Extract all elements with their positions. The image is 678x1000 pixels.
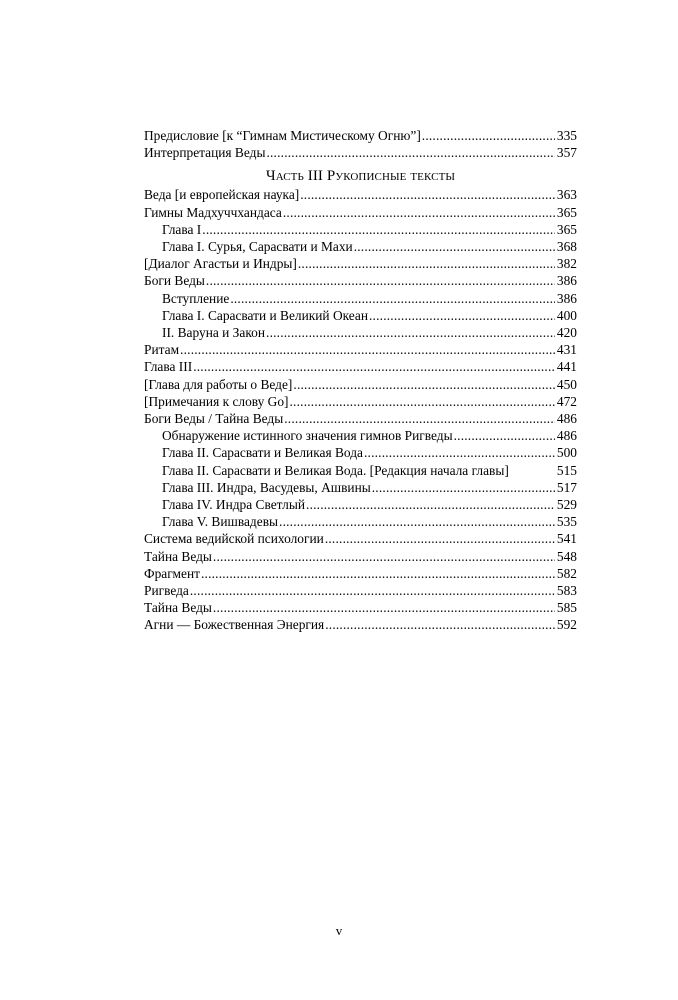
toc-leader-dots [202, 221, 555, 238]
toc-entry-title: Интерпретация Веды [144, 145, 266, 161]
toc-entry-page: 582 [556, 565, 577, 581]
toc-leader-dots [230, 290, 555, 307]
toc-leader-dots [180, 341, 555, 358]
toc-leader-dots [193, 358, 555, 375]
toc-entry-title: Тайна Веды [144, 600, 212, 616]
toc-entry[interactable] [144, 496, 577, 513]
toc-entry-title: Глава II. Сарасвати и Великая Вода [162, 445, 363, 461]
toc-entry-page: 400 [556, 307, 577, 323]
toc-entry-title: Агни — Божественная Энергия [144, 617, 325, 633]
part-heading-text: Часть III Рукописные тексты [265, 168, 456, 185]
toc-entry[interactable] [144, 204, 577, 221]
toc-entry[interactable] [144, 144, 577, 161]
toc-entry[interactable] [144, 221, 577, 238]
toc-entry-page: 515 [556, 462, 577, 478]
toc-leader-dots [298, 255, 555, 272]
toc-leader-dots [306, 496, 555, 513]
toc-entry[interactable] [144, 358, 577, 375]
toc-leader-dots [325, 530, 555, 547]
toc-entry-page: 548 [556, 548, 577, 564]
toc-entry[interactable] [144, 599, 577, 616]
toc-entry-title: Предисловие [к “Гимнам Мистическому Огню”] [144, 128, 421, 143]
toc-leader-dots [206, 272, 555, 289]
toc-entry-title: Боги Веды [144, 273, 205, 289]
toc-leader-dots [372, 479, 555, 496]
toc-entry-title: Глава V. Вишвадевы [162, 514, 279, 530]
toc-leader-dots [354, 238, 555, 255]
toc-entry-page: 472 [556, 393, 577, 409]
toc-leader-dots [422, 127, 555, 144]
toc-entry-page: 441 [556, 359, 577, 375]
toc-entry-page: 585 [556, 600, 577, 616]
toc-entry-title: Ригведа [144, 583, 189, 599]
toc-leader-dots [364, 444, 555, 461]
toc-entry-page: 541 [556, 531, 577, 547]
toc-entry[interactable] [144, 427, 577, 444]
toc-entry[interactable] [144, 410, 577, 427]
toc-entry[interactable] [144, 186, 577, 203]
toc-entry-title: [Глава для работы о Веде] [144, 376, 293, 392]
toc-entry-title: Гимны Мадхуччхандаса [144, 204, 282, 220]
table-of-contents [144, 127, 577, 634]
toc-entry[interactable] [144, 393, 577, 410]
toc-entry[interactable] [144, 582, 577, 599]
toc-entry[interactable] [144, 127, 577, 144]
toc-entry-page: 386 [556, 290, 577, 306]
toc-entry-page: 529 [556, 497, 577, 513]
toc-entry-title: II. Варуна и Закон [162, 325, 266, 341]
toc-entry-page: 368 [556, 239, 577, 255]
toc-entry[interactable] [144, 272, 577, 289]
toc-entry-page: 335 [556, 128, 577, 143]
toc-entry-title: Система ведийской психологии [144, 531, 324, 547]
toc-top-section [144, 127, 577, 161]
toc-entry-page: 420 [556, 325, 577, 341]
toc-entry-title: Глава I. Сурья, Сарасвати и Махи [162, 239, 353, 255]
toc-entry[interactable] [144, 341, 577, 358]
toc-leader-dots [290, 393, 555, 410]
toc-entry-page: 517 [556, 479, 577, 495]
toc-entry[interactable] [144, 444, 577, 461]
toc-entry-title: Глава II. Сарасвати и Великая Вода. [Редакция начала главы] [162, 462, 509, 478]
toc-leader-dots [283, 204, 555, 221]
toc-entry-page: 363 [556, 187, 577, 203]
toc-entry-page: 535 [556, 514, 577, 530]
toc-entry-title: Боги Веды / Тайна Веды [144, 411, 284, 427]
toc-leader-dots [190, 582, 555, 599]
toc-entry-page: 431 [556, 342, 577, 358]
toc-entry[interactable] [144, 376, 577, 393]
toc-entry-title: [Примечания к слову Go] [144, 393, 289, 409]
toc-entry-page: 500 [556, 445, 577, 461]
toc-entry[interactable] [144, 324, 577, 341]
toc-leader-dots [325, 616, 555, 633]
toc-entry-title: Глава III [144, 359, 193, 375]
toc-leader-dots [293, 376, 555, 393]
toc-entry[interactable] [144, 255, 577, 272]
toc-leader-dots [284, 410, 555, 427]
toc-leader-dots [213, 548, 555, 565]
toc-leader-dots [201, 565, 555, 582]
toc-entry-page: 450 [556, 376, 577, 392]
toc-entry[interactable] [144, 565, 577, 582]
toc-entry-page: 592 [556, 617, 577, 633]
toc-entry-page: 486 [556, 411, 577, 427]
toc-entry[interactable] [144, 307, 577, 324]
toc-main-section [144, 186, 577, 633]
toc-entry-title: Глава IV. Индра Светлый [162, 497, 306, 513]
toc-entry-title: Обнаружение истинного значения гимнов Ригведы [162, 428, 453, 444]
toc-entry-page: 365 [556, 221, 577, 237]
toc-entry[interactable] [144, 290, 577, 307]
toc-leader-dots [300, 186, 555, 203]
toc-entry[interactable] [144, 513, 577, 530]
toc-entry[interactable] [144, 616, 577, 633]
toc-entry[interactable] [144, 479, 577, 496]
toc-entry-title: Ритам [144, 342, 180, 358]
toc-entry-page: 583 [556, 583, 577, 599]
toc-entry[interactable] [144, 238, 577, 255]
toc-entry-page: 386 [556, 273, 577, 289]
part-heading [144, 166, 577, 186]
toc-entry-page: 486 [556, 428, 577, 444]
toc-entry[interactable] [144, 462, 577, 479]
toc-leader-dots [454, 427, 555, 444]
toc-entry-title: Вступление [162, 290, 230, 306]
toc-entry-title: Тайна Веды [144, 548, 212, 564]
toc-leader-dots [266, 144, 554, 161]
toc-leader-dots [279, 513, 555, 530]
page-number: v [335, 923, 343, 938]
toc-entry-title: Глава I [162, 221, 202, 237]
toc-entry-title: Глава III. Индра, Васудевы, Ашвины [162, 479, 371, 495]
toc-entry-title: Глава I. Сарасвати и Великий Океан [162, 307, 368, 323]
toc-entry-page: 365 [556, 204, 577, 220]
toc-entry-page: 382 [556, 256, 577, 272]
toc-entry-title: Фрагмент [144, 565, 200, 581]
toc-entry[interactable] [144, 548, 577, 565]
toc-leader-dots [369, 307, 555, 324]
toc-leader-dots [213, 599, 555, 616]
toc-entry-title: [Диалог Агастьи и Индры] [144, 256, 297, 272]
toc-entry-page: 357 [556, 145, 577, 161]
toc-entry-title: Веда [и европейская наука] [144, 187, 300, 203]
toc-entry[interactable] [144, 530, 577, 547]
toc-leader-dots [266, 324, 555, 341]
